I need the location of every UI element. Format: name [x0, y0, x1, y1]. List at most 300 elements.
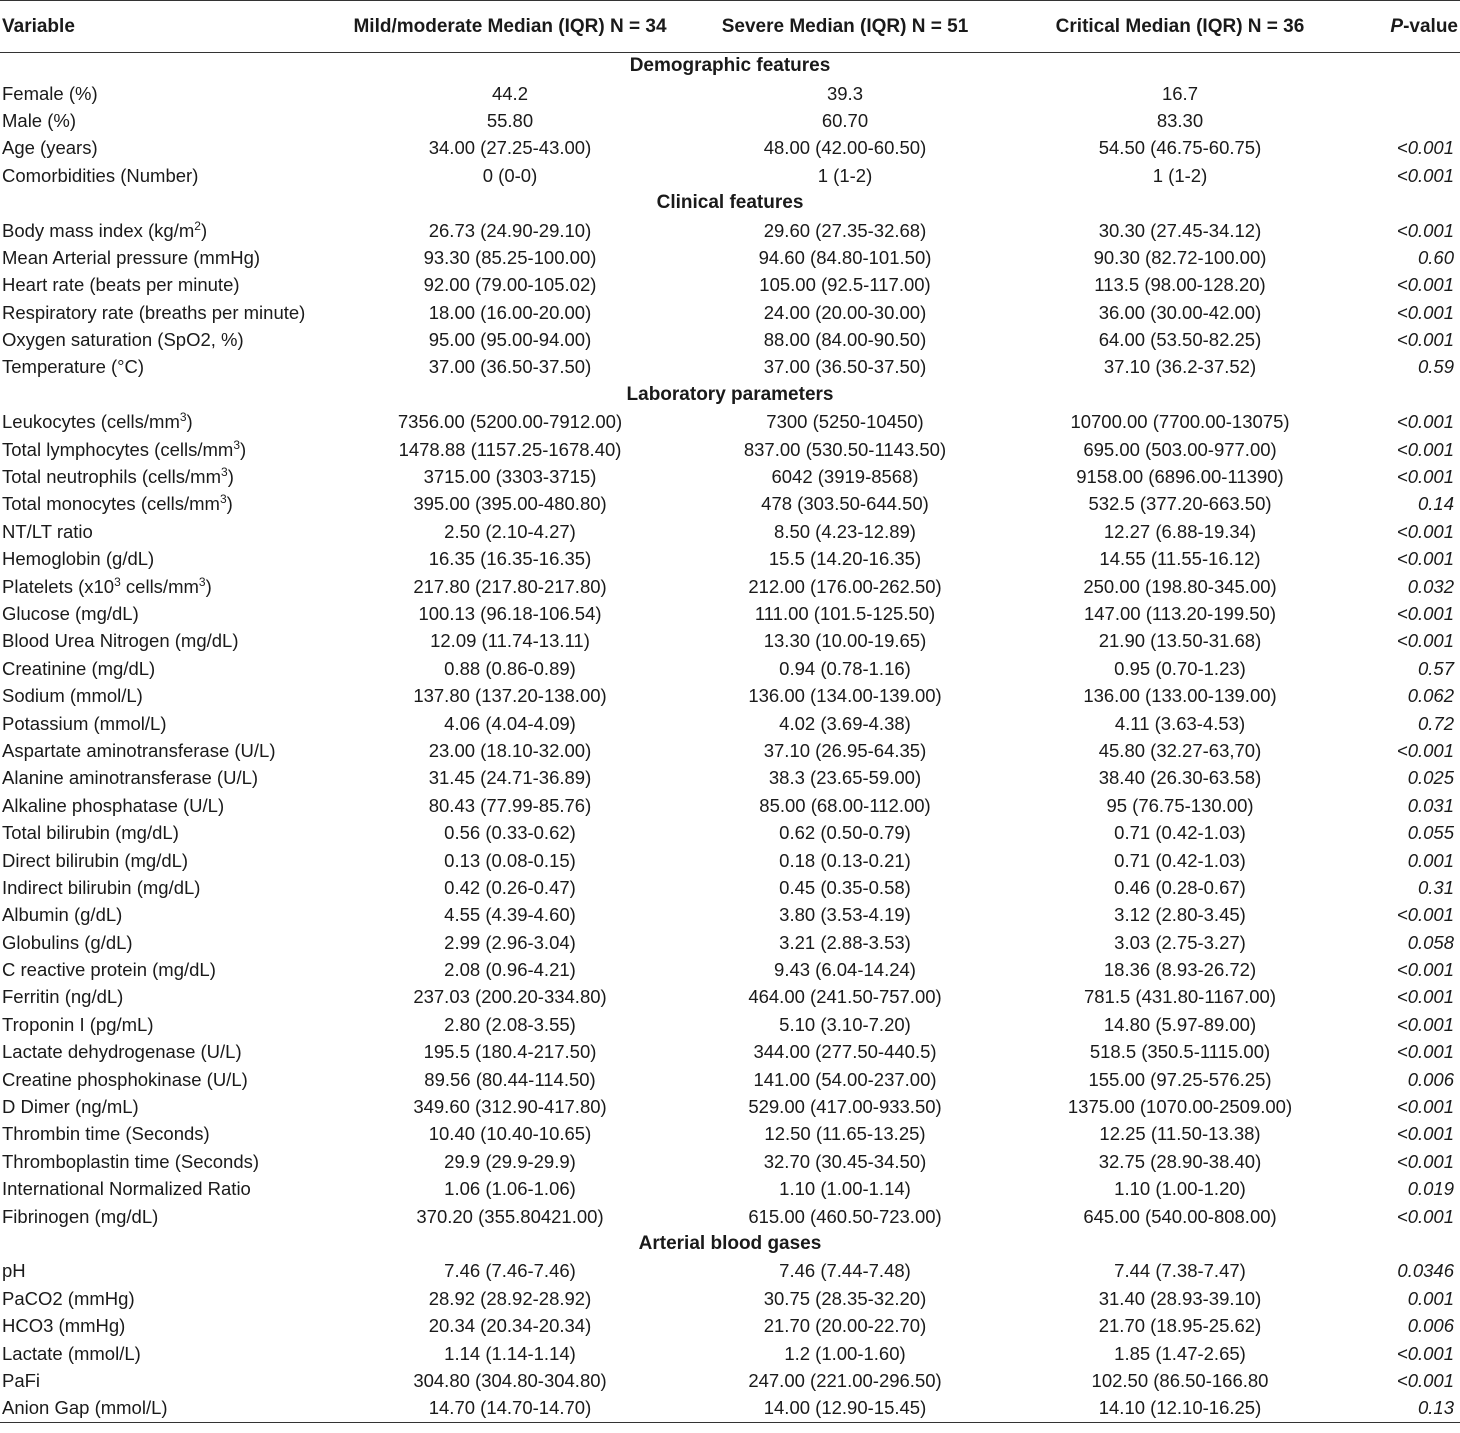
variable-cell [0, 1395, 340, 1422]
variable-label: Total neutrophils (cells/mm [2, 466, 221, 488]
severe-cell: 24.00 (20.00-30.00) [763, 301, 927, 323]
p-value-cell: <0.001 [1396, 520, 1454, 542]
severe-cell: 111.00 (101.5-125.50) [754, 603, 936, 624]
p-value-cell: <0.001 [1396, 739, 1454, 761]
mild-moderate-cell: 1.14 (1.14-1.14) [444, 1342, 576, 1364]
critical-cell: 14.10 (12.10-16.25) [1010, 1395, 1350, 1422]
severe-cell: 5.10 (3.10-7.20) [779, 1013, 911, 1035]
critical-cell: 1.85 (1.47-2.65) [1114, 1342, 1246, 1364]
variable-cell [0, 491, 340, 518]
p-value-cell: 0.001 [1407, 849, 1454, 871]
mild-moderate-cell: 0 (0-0) [482, 164, 538, 186]
mild-moderate-cell: 34.00 (27.25-43.00) [428, 137, 592, 159]
critical-cell: 16.7 [1161, 82, 1198, 104]
variable-cell [0, 682, 340, 709]
table-row [0, 874, 1460, 901]
mild-moderate-cell: 100.13 (96.18-106.54) [418, 603, 602, 624]
variable-cell [0, 463, 340, 490]
variable-label: Thromboplastin time (Seconds) [2, 1150, 260, 1172]
severe-cell: 478 (303.50-644.50) [761, 493, 929, 515]
critical-cell: 1375.00 (1070.00-2509.00) [1067, 1096, 1293, 1118]
p-value-cell: 0.59 [1417, 356, 1454, 378]
variable-cell [0, 573, 340, 600]
severe-cell: 60.70 [821, 109, 869, 131]
p-value-cell: 0.058 [1407, 931, 1454, 953]
severe-cell: 21.70 (20.00-22.70) [763, 1315, 927, 1337]
p-value-cell: <0.001 [1396, 1123, 1454, 1145]
critical-cell: 83.30 [1156, 109, 1204, 131]
mild-moderate-cell: 37.00 (36.50-37.50) [428, 356, 592, 378]
critical-cell: 102.50 (86.50-166.80 [1091, 1369, 1269, 1391]
severe-cell: 1.10 (1.00-1.14) [779, 1178, 911, 1200]
variable-label: Age (years) [2, 137, 98, 159]
mild-moderate-cell: 2.99 (2.96-3.04) [444, 931, 576, 953]
table-row [0, 1066, 1460, 1093]
table-row [0, 573, 1460, 600]
severe-cell: 30.75 (28.35-32.20) [763, 1287, 927, 1309]
table-row [0, 409, 1460, 436]
variable-label-suffix: ) [200, 219, 208, 241]
severe-cell: 32.70 (30.45-34.50) [763, 1150, 927, 1172]
p-value-cell: 0.13 [1350, 1395, 1460, 1422]
variable-label: Creatinine (mg/dL) [2, 657, 156, 679]
p-value-cell: 0.032 [1407, 575, 1454, 597]
variable-superscript: 2 [194, 218, 201, 233]
table-row [0, 436, 1460, 463]
severe-cell: 15.5 (14.20-16.35) [768, 548, 922, 570]
severe-cell: 85.00 (68.00-112.00) [759, 794, 931, 816]
p-value-cell: <0.001 [1396, 411, 1454, 433]
variable-label: Direct bilirubin (mg/dL) [2, 849, 189, 871]
critical-cell: 695.00 (503.00-977.00) [1083, 438, 1277, 460]
section-row [0, 1230, 1460, 1257]
severe-cell: 837.00 (530.50-1143.50) [743, 438, 947, 460]
section-heading: Demographic features [629, 55, 831, 77]
variable-label: Oxygen saturation (SpO2, %) [2, 329, 244, 351]
severe-cell: 212.00 (176.00-262.50) [748, 575, 942, 597]
header-mild-moderate: Mild/moderate Median (IQR) N = 34 [340, 1, 680, 53]
p-value-cell: <0.001 [1396, 904, 1454, 926]
table-row [0, 655, 1460, 682]
critical-cell: 155.00 (97.25-576.25) [1088, 1068, 1272, 1090]
variable-cell [0, 902, 340, 929]
table-row [0, 518, 1460, 545]
variable-label: Glucose (mg/dL) [2, 603, 139, 624]
p-value-cell: <0.001 [1396, 1342, 1454, 1364]
mild-moderate-cell: 304.80 (304.80-304.80) [413, 1369, 607, 1391]
severe-cell: 529.00 (417.00-933.50) [748, 1096, 942, 1118]
severe-cell: 94.60 (84.80-101.50) [758, 246, 932, 268]
p-value-cell: 0.14 [1417, 493, 1454, 515]
severe-cell: 4.02 (3.69-4.38) [779, 712, 911, 734]
p-value-cell [1350, 80, 1460, 107]
mild-moderate-cell: 29.9 (29.9-29.9) [444, 1150, 576, 1172]
table-row [0, 628, 1460, 655]
mild-moderate-cell: 26.73 (24.90-29.10) [428, 219, 592, 241]
table-row [0, 1011, 1460, 1038]
mild-moderate-cell: 93.30 (85.25-100.00) [423, 246, 597, 268]
critical-cell: 0.95 (0.70-1.23) [1114, 657, 1246, 679]
variable-label: Lactate dehydrogenase (U/L) [2, 1041, 242, 1063]
p-value-cell: 0.055 [1407, 822, 1454, 844]
table-row [0, 1121, 1460, 1148]
critical-cell: 250.00 (198.80-345.00) [1083, 575, 1277, 597]
table-row [0, 107, 1460, 134]
variable-label-suffix: ) [227, 466, 234, 488]
variable-cell [0, 956, 340, 983]
critical-cell: 147.00 (113.20-199.50) [1083, 603, 1276, 624]
variable-cell [0, 1121, 340, 1148]
critical-cell: 32.75 (28.90-38.40) [1098, 1150, 1262, 1172]
table-row [0, 847, 1460, 874]
mild-moderate-cell: 10.40 (10.40-10.65) [428, 1123, 592, 1145]
mild-moderate-cell: 137.80 (137.20-138.00) [413, 685, 607, 707]
variable-cell [0, 792, 340, 819]
variable-label: Mean Arterial pressure (mmHg) [2, 246, 261, 268]
p-value-cell: 0.006 [1407, 1315, 1454, 1337]
p-value-cell: <0.001 [1396, 1041, 1454, 1063]
critical-cell: 21.70 (18.95-25.62) [1098, 1315, 1262, 1337]
table-row [0, 710, 1460, 737]
mild-moderate-cell: 28.92 (28.92-28.92) [428, 1287, 592, 1309]
variable-cell [0, 518, 340, 545]
critical-cell: 54.50 (46.75-60.75) [1098, 137, 1262, 159]
mild-moderate-cell: 4.55 (4.39-4.60) [444, 904, 576, 926]
variable-cell [0, 135, 340, 162]
variable-label: Thrombin time (Seconds) [2, 1123, 210, 1145]
severe-cell: 9.43 (6.04-14.24) [774, 959, 916, 981]
mild-moderate-cell: 44.2 [491, 82, 528, 104]
variable-cell [0, 1367, 340, 1394]
table-row [0, 819, 1460, 846]
critical-cell: 90.30 (82.72-100.00) [1093, 246, 1267, 268]
severe-cell: 29.60 (27.35-32.68) [763, 219, 927, 241]
table-row [0, 984, 1460, 1011]
variable-cell [0, 1066, 340, 1093]
severe-cell: 7300 (5250-10450) [766, 411, 924, 433]
severe-cell: 7.46 (7.44-7.48) [779, 1260, 911, 1282]
critical-cell: 0.71 (0.42-1.03) [1114, 822, 1246, 844]
critical-cell: 1.10 (1.00-1.20) [1114, 1178, 1246, 1200]
severe-cell: 105.00 (92.5-117.00) [759, 274, 931, 296]
table-row [0, 217, 1460, 244]
section-heading: Clinical features [656, 192, 804, 214]
mild-moderate-cell: 89.56 (80.44-114.50) [424, 1068, 596, 1090]
variable-cell [0, 1011, 340, 1038]
variable-cell [0, 929, 340, 956]
critical-cell: 36.00 (30.00-42.00) [1098, 301, 1262, 323]
critical-cell: 781.5 (431.80-1167.00) [1083, 986, 1276, 1008]
p-value-cell: <0.001 [1396, 630, 1454, 652]
severe-cell: 136.00 (134.00-139.00) [748, 685, 942, 707]
critical-cell: 12.25 (11.50-13.38) [1099, 1123, 1261, 1145]
mild-moderate-cell: 16.35 (16.35-16.35) [428, 548, 592, 570]
critical-cell: 9158.00 (6896.00-11390) [1076, 466, 1284, 488]
table-row [0, 354, 1460, 381]
mild-moderate-cell: 2.08 (0.96-4.21) [444, 959, 576, 981]
critical-cell: 532.5 (377.20-663.50) [1088, 493, 1272, 515]
variable-cell [0, 1176, 340, 1203]
section-row [0, 381, 1460, 408]
p-value-cell: 0.006 [1407, 1068, 1454, 1090]
table-body [0, 53, 1460, 1423]
variable-cell [0, 326, 340, 353]
critical-cell: 37.10 (36.2-37.52) [1103, 356, 1257, 378]
variable-cell [0, 107, 340, 134]
mild-moderate-cell: 80.43 (77.99-85.76) [428, 794, 592, 816]
severe-cell: 6042 (3919-8568) [771, 466, 919, 488]
variable-cell [0, 600, 340, 627]
mild-moderate-cell: 0.42 (0.26-0.47) [444, 876, 576, 898]
mild-moderate-cell: 7356.00 (5200.00-7912.00) [397, 411, 623, 433]
table-row [0, 272, 1460, 299]
p-value-cell: 0.0346 [1397, 1260, 1454, 1282]
variable-cell [0, 299, 340, 326]
variable-cell [0, 354, 340, 381]
p-value-cell: <0.001 [1396, 219, 1454, 241]
variable-cell [0, 847, 340, 874]
mild-moderate-cell: 23.00 (18.10-32.00) [428, 739, 592, 761]
table-row [0, 80, 1460, 107]
table-row [0, 956, 1460, 983]
severe-cell: 37.10 (26.95-64.35) [763, 739, 927, 761]
critical-cell: 64.00 (53.50-82.25) [1098, 329, 1262, 351]
critical-cell: 4.11 (3.63-4.53) [1114, 712, 1246, 734]
p-value-cell: <0.001 [1396, 274, 1454, 296]
mild-moderate-cell: 0.56 (0.33-0.62) [444, 822, 576, 844]
mild-moderate-cell: 4.06 (4.04-4.09) [444, 712, 576, 734]
variable-cell [0, 436, 340, 463]
mild-moderate-cell: 1.06 (1.06-1.06) [444, 1178, 576, 1200]
variable-superscript: 3 [233, 437, 240, 452]
p-value-cell: <0.001 [1396, 1096, 1454, 1118]
table-row [0, 792, 1460, 819]
p-value-cell: 0.031 [1407, 794, 1454, 816]
severe-cell: 8.50 (4.23-12.89) [774, 520, 916, 542]
variable-label: Indirect bilirubin (mg/dL) [2, 876, 201, 898]
table-header [0, 1, 1460, 53]
p-value-cell: <0.001 [1396, 438, 1454, 460]
variable-label: Temperature (°C) [2, 356, 145, 378]
header-p-suffix: -value [1403, 15, 1458, 37]
table-row [0, 682, 1460, 709]
variable-label: Troponin I (pg/mL) [2, 1013, 154, 1035]
critical-cell: 14.80 (5.97-89.00) [1103, 1013, 1257, 1035]
p-value-cell: <0.001 [1396, 986, 1454, 1008]
section-heading: Arterial blood gases [638, 1232, 822, 1254]
table-row [0, 1148, 1460, 1175]
mild-moderate-cell: 1478.88 (1157.25-1678.40) [398, 438, 622, 460]
critical-cell: 31.40 (28.93-39.10) [1098, 1287, 1262, 1309]
variable-cell [0, 1258, 340, 1285]
severe-cell: 0.45 (0.35-0.58) [779, 876, 911, 898]
critical-cell: 0.46 (0.28-0.67) [1114, 876, 1246, 898]
variable-cell [0, 1203, 340, 1230]
variable-label: Heart rate (beats per minute) [2, 274, 240, 296]
variable-label: HCO3 (mmHg) [2, 1315, 126, 1337]
critical-cell: 3.03 (2.75-3.27) [1114, 931, 1246, 953]
table-row [0, 326, 1460, 353]
table-row [0, 299, 1460, 326]
p-value-cell: 0.019 [1407, 1178, 1454, 1200]
variable-cell [0, 1285, 340, 1312]
variable-label: Hemoglobin (g/dL) [2, 548, 155, 570]
critical-cell: 1 (1-2) [1152, 164, 1208, 186]
variable-cell [0, 1093, 340, 1120]
section-row [0, 53, 1460, 80]
severe-cell: 1 (1-2) [817, 164, 873, 186]
mild-moderate-cell: 18.00 (16.00-20.00) [428, 301, 592, 323]
table-row [0, 1203, 1460, 1230]
table-row [0, 1367, 1460, 1394]
variable-cell [0, 628, 340, 655]
variable-superscript: 3 [114, 574, 121, 589]
mild-moderate-cell: 3715.00 (3303-3715) [423, 466, 597, 488]
header-critical: Critical Median (IQR) N = 36 [1010, 1, 1350, 53]
critical-cell: 113.5 (98.00-128.20) [1094, 274, 1266, 296]
p-value-cell: 0.72 [1417, 712, 1454, 734]
variable-label: Creatine phosphokinase (U/L) [2, 1068, 248, 1090]
mild-moderate-cell: 0.88 (0.86-0.89) [444, 657, 576, 679]
mild-moderate-cell: 217.80 (217.80-217.80) [413, 575, 607, 597]
table-row [0, 1285, 1460, 1312]
table-row [0, 1093, 1460, 1120]
variable-label: Blood Urea Nitrogen (mg/dL) [2, 630, 239, 652]
variable-label: PaFi [2, 1369, 41, 1391]
variable-label: PaCO2 (mmHg) [2, 1287, 135, 1309]
variable-label: Comorbidities (Number) [2, 164, 199, 186]
variable-cell [0, 1340, 340, 1367]
variable-label: Respiratory rate (breaths per minute) [2, 301, 306, 323]
p-value-cell: <0.001 [1396, 137, 1454, 159]
variable-cell [0, 765, 340, 792]
table-row [0, 1312, 1460, 1339]
variable-cell [0, 655, 340, 682]
header-p-value [1350, 1, 1460, 53]
variable-cell [0, 272, 340, 299]
variable-label: D Dimer (ng/mL) [2, 1096, 139, 1118]
p-value-cell: <0.001 [1396, 548, 1454, 570]
p-value-cell: 0.025 [1407, 767, 1454, 789]
table-row [0, 244, 1460, 271]
severe-cell: 247.00 (221.00-296.50) [748, 1369, 942, 1391]
severe-cell: 3.21 (2.88-3.53) [779, 931, 911, 953]
variable-label: Ferritin (ng/dL) [2, 986, 124, 1008]
severe-cell: 14.00 (12.90-15.45) [680, 1395, 1010, 1422]
variable-cell [0, 162, 340, 189]
variable-label: Body mass index (kg/m [2, 219, 195, 241]
table-row [0, 1039, 1460, 1066]
variable-cell [0, 1312, 340, 1339]
header-variable: Variable [0, 1, 340, 53]
variable-label: C reactive protein (mg/dL) [2, 959, 216, 981]
variable-label-suffix: ) [186, 411, 193, 433]
p-value-cell: <0.001 [1396, 959, 1454, 981]
severe-cell: 1.2 (1.00-1.60) [784, 1342, 906, 1364]
mild-moderate-cell: 0.13 (0.08-0.15) [444, 849, 576, 871]
variable-cell [0, 710, 340, 737]
section-heading: Laboratory parameters [626, 383, 834, 405]
variable-label: Total lymphocytes (cells/mm [2, 438, 234, 460]
mild-moderate-cell: 92.00 (79.00-105.02) [423, 274, 597, 296]
severe-cell: 39.3 [826, 82, 863, 104]
severe-cell: 0.18 (0.13-0.21) [779, 849, 911, 871]
p-value-cell: <0.001 [1396, 301, 1454, 323]
critical-cell: 12.27 (6.88-19.34) [1103, 520, 1257, 542]
table-row [0, 1258, 1460, 1285]
p-value-cell: 0.31 [1417, 876, 1454, 898]
variable-label-suffix: ) [240, 438, 247, 460]
variable-superscript: 3 [179, 410, 187, 425]
variable-label: Anion Gap (mmol/L) [2, 1397, 168, 1419]
table-row [0, 135, 1460, 162]
variable-cell [0, 546, 340, 573]
severe-cell: 48.00 (42.00-60.50) [763, 137, 927, 159]
variable-label: Sodium (mmol/L) [2, 685, 143, 707]
variable-cell [0, 1148, 340, 1175]
critical-cell: 45.80 (32.27-63,70) [1098, 739, 1262, 761]
variable-label: Alanine aminotransferase (U/L) [2, 767, 259, 789]
severe-cell: 12.50 (11.65-13.25) [764, 1123, 926, 1145]
mild-moderate-cell: 2.80 (2.08-3.55) [444, 1013, 576, 1035]
variable-label: Fibrinogen (mg/dL) [2, 1205, 159, 1227]
p-value-cell: <0.001 [1396, 1369, 1454, 1391]
section-row [0, 189, 1460, 216]
variable-label: Potassium (mmol/L) [2, 712, 167, 734]
critical-cell: 3.12 (2.80-3.45) [1114, 904, 1246, 926]
p-value-cell: 0.001 [1407, 1287, 1454, 1309]
severe-cell: 615.00 (460.50-723.00) [748, 1205, 942, 1227]
p-value-cell: <0.001 [1396, 164, 1454, 186]
severe-cell: 344.00 (277.50-440.5) [753, 1041, 937, 1063]
variable-superscript: 3 [198, 574, 206, 589]
critical-cell: 30.30 (27.45-34.12) [1098, 219, 1262, 241]
mild-moderate-cell: 237.03 (200.20-334.80) [413, 986, 607, 1008]
variable-label: Alkaline phosphatase (U/L) [2, 794, 225, 816]
table-row [0, 463, 1460, 490]
critical-cell: 0.71 (0.42-1.03) [1114, 849, 1246, 871]
variable-label: Globulins (g/dL) [2, 931, 133, 953]
critical-cell: 10700.00 (7700.00-13075) [1070, 411, 1290, 433]
table-row [0, 546, 1460, 573]
variable-cell [0, 1039, 340, 1066]
table-row [0, 491, 1460, 518]
variable-cell [0, 409, 340, 436]
variable-label-suffix: ) [205, 575, 212, 597]
p-value-cell: <0.001 [1396, 466, 1454, 488]
mild-moderate-cell: 2.50 (2.10-4.27) [444, 520, 576, 542]
table-row [0, 902, 1460, 929]
critical-cell: 18.36 (8.93-26.72) [1103, 959, 1257, 981]
variable-label: Total bilirubin (mg/dL) [2, 822, 179, 844]
table-row [0, 1395, 1460, 1422]
variable-cell [0, 737, 340, 764]
table-row [0, 737, 1460, 764]
table-row [0, 929, 1460, 956]
mild-moderate-cell: 14.70 (14.70-14.70) [340, 1395, 680, 1422]
severe-cell: 37.00 (36.50-37.50) [763, 356, 927, 378]
variable-superscript: 3 [219, 492, 227, 507]
variable-label: Platelets (x10 [2, 575, 115, 597]
severe-cell: 464.00 (241.50-757.00) [748, 986, 942, 1008]
variable-label: International Normalized Ratio [2, 1178, 251, 1200]
variable-cell [0, 874, 340, 901]
p-value-cell: <0.001 [1396, 1013, 1454, 1035]
variable-label: Lactate (mmol/L) [2, 1342, 141, 1364]
variable-label-suffix: cells/mm [120, 575, 199, 597]
mild-moderate-cell: 195.5 (180.4-217.50) [423, 1041, 597, 1063]
critical-cell: 518.5 (350.5-1115.00) [1089, 1041, 1271, 1063]
